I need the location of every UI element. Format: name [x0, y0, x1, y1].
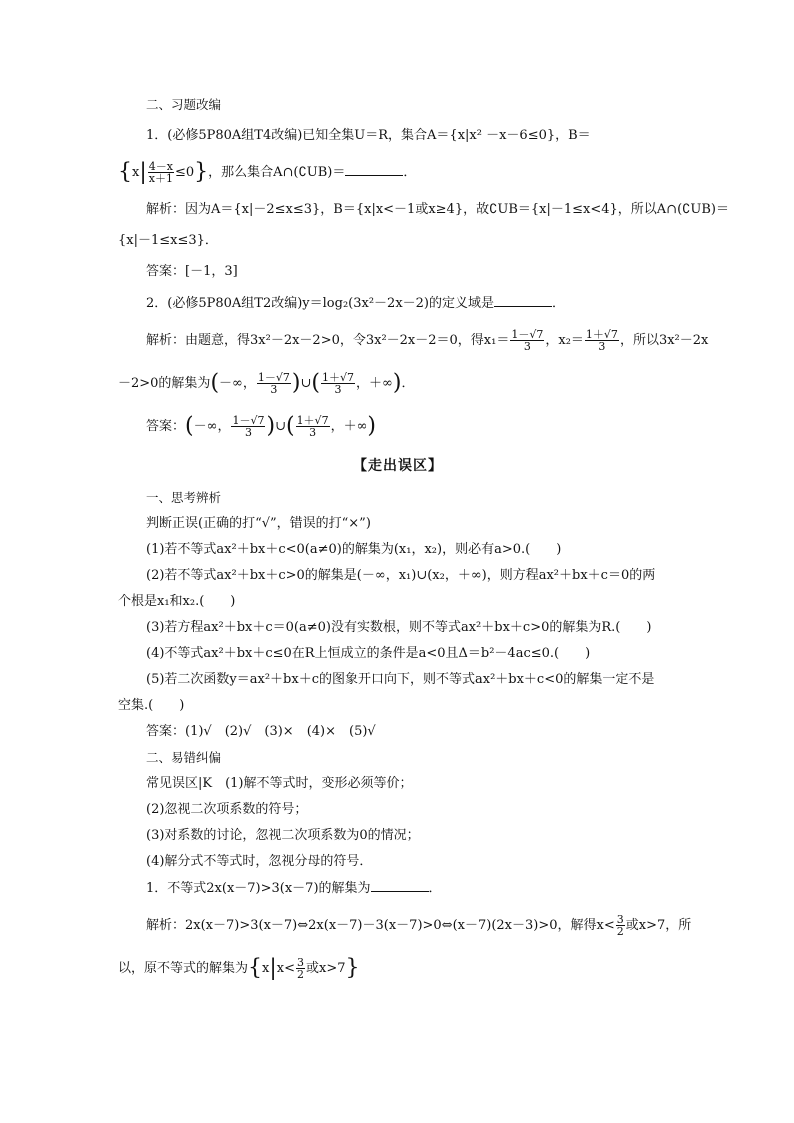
section-title-mistakes: 【走出误区】 — [353, 458, 443, 474]
fraction: $\frac{1+√7}{3}$ — [296, 414, 329, 439]
section-heading-exercises: 二、习题改编 — [146, 97, 222, 112]
section-heading-errors: 二、易错纠偏 — [146, 750, 222, 765]
problem-1-statement: 1．(必修5P80A组T4改编)已知全集U＝R，集合A＝{x|x² －x－6≤0}，B＝ — [146, 128, 591, 143]
problem-3-solution: 解析：2x(x－7)>3(x－7)⇔2x(x－7)－3(x－7)>0⇔(x－7)(2x－3)>0，解得x< $\frac{3}{2}$ 或x>7，所 — [146, 913, 692, 938]
problem-3-solution-cont: 以，原不等式的解集为{x|x< $\frac{3}{2}$ 或x>7} — [118, 955, 360, 981]
problem-1-solution: 解析：因为A＝{x|－2≤x≤3}，B＝{x|x<－1或x≥4}，故∁UB＝{x|－1≤x<4}，所以A∩(∁UB)＝ — [146, 202, 729, 217]
fraction: $\frac{1-√7}{3}$ — [232, 414, 265, 439]
fraction: $\frac{1-√7}{3}$ — [511, 328, 544, 353]
judge-intro: 判断正误(正确的打“√”，错误的打“×”) — [146, 516, 371, 531]
answer-blank[interactable] — [494, 294, 552, 307]
problem-1-set-b: {x| $\frac{4-x}{x+1}$ ≤0}，那么集合A∩(∁UB)＝ ． — [118, 159, 417, 185]
fraction: $\frac{3}{2}$ — [297, 956, 305, 981]
fraction: $\frac{1+√7}{3}$ — [585, 328, 618, 353]
judge-item-2-cont: 个根是x₁和x₂.( ) — [118, 594, 236, 609]
judge-item-5-cont: 空集.( ) — [118, 698, 185, 713]
brace-left: { — [118, 159, 132, 185]
problem-2-solution: 解析：由题意，得3x²－2x－2>0，令3x²－2x－2＝0，得x₁＝ $\frac{1-√7}{3}$ ，x₂＝ $\frac{1+√7}{3}$ ，所以3x²－2x — [146, 328, 709, 353]
section-heading-think: 一、思考辨析 — [146, 490, 222, 505]
judge-item-2: (2)若不等式ax²＋bx＋c>0的解集是(－∞，x₁)∪(x₂，＋∞)，则方程ax²＋bx＋c＝0的两 — [146, 568, 656, 583]
problem-2-answer: 答案：(－∞， $\frac{1-√7}{3}$ )∪( $\frac{1+√7}{3}$ ，＋∞) — [146, 413, 377, 439]
problem-3-statement: 1．不等式2x(x－7)>3(x－7)的解集为 ． — [146, 881, 442, 896]
fraction: $\frac{3}{2}$ — [616, 913, 624, 938]
brace-right: } — [194, 159, 209, 185]
judge-answer: 答案：(1)√ (2)√ (3)× (4)× (5)√ — [146, 724, 376, 739]
answer-blank[interactable] — [371, 879, 429, 892]
error-item-1: 常见误区|K (1)解不等式时，变形必须等价； — [146, 776, 413, 791]
fraction: $\frac{4-x}{x+1}$ — [148, 160, 173, 185]
bar: | — [139, 159, 147, 185]
judge-item-1: (1)若不等式ax²＋bx＋c<0(a≠0)的解集为(x₁，x₂)，则必有a>0.( ) — [146, 542, 562, 557]
answer-blank[interactable] — [345, 163, 403, 176]
problem-2-statement: 2．(必修5P80A组T2改编)y＝log₂(3x²－2x－2)的定义域是 ． — [146, 296, 566, 311]
problem-1-answer: 答案：[－1，3] — [146, 264, 238, 279]
error-item-2: (2)忽视二次项系数的符号； — [146, 802, 308, 817]
error-item-3: (3)对系数的讨论，忽视二次项系数为0的情况； — [146, 828, 420, 843]
judge-item-4: (4)不等式ax²＋bx＋c≤0在R上恒成立的条件是a<0且Δ＝b²－4ac≤0.( ) — [146, 646, 591, 661]
document-page — [118, 96, 729, 997]
problem-2-solution-cont: －2>0的解集为(－∞， $\frac{1-√7}{3}$ )∪( $\frac{1+√7}{3}$ ，＋∞)． — [118, 370, 415, 396]
problem-1-solution-cont: {x|－1≤x≤3}． — [118, 233, 218, 248]
judge-item-3: (3)若方程ax²＋bx＋c＝0(a≠0)没有实数根，则不等式ax²＋bx＋c>0的解集为R.( ) — [146, 620, 652, 635]
fraction: $\frac{1+√7}{3}$ — [321, 371, 354, 396]
judge-item-5: (5)若二次函数y＝ax²＋bx＋c的图象开口向下，则不等式ax²＋bx＋c<0的解集一定不是 — [146, 672, 655, 687]
error-item-4: (4)解分式不等式时，忽视分母的符号． — [146, 854, 373, 869]
fraction: $\frac{1-√7}{3}$ — [257, 371, 290, 396]
